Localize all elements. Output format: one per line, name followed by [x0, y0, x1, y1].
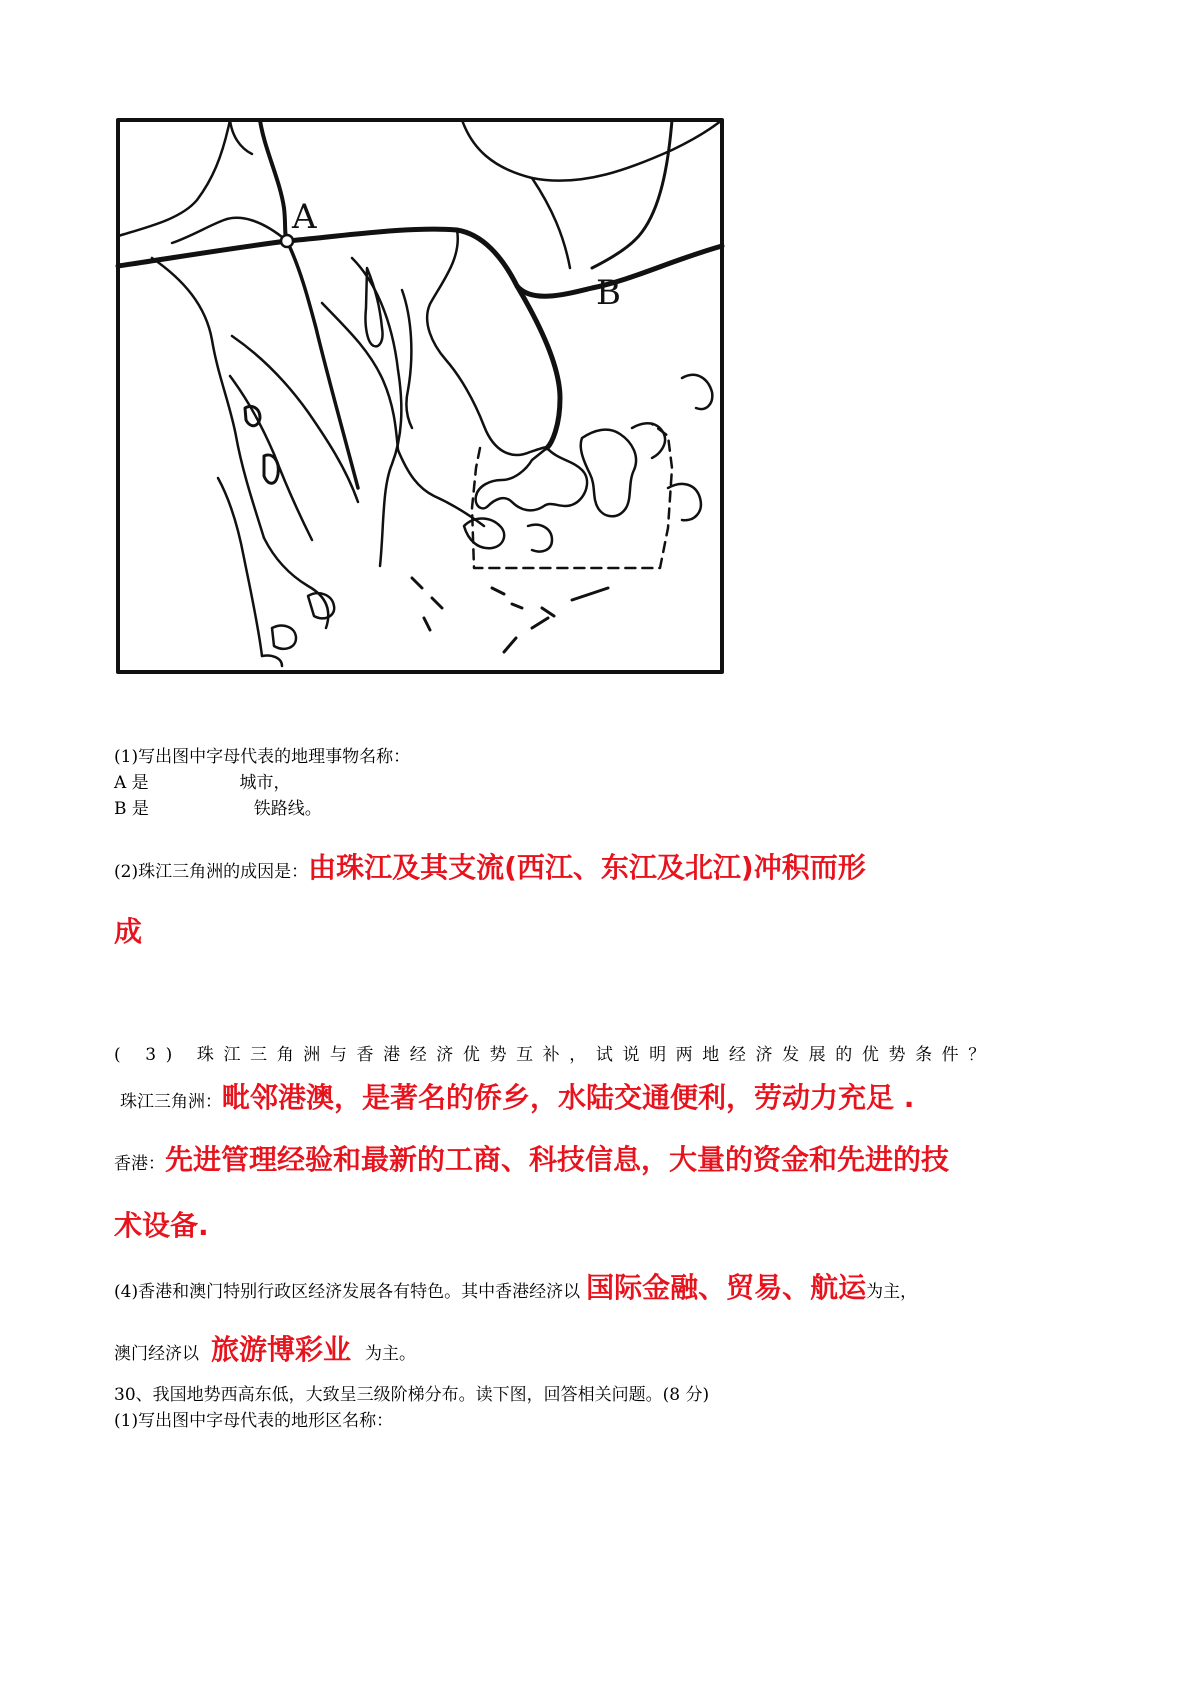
q4-prompt-2: 为主，	[866, 1282, 918, 1302]
q2-answer-1: 由珠江及其支流(西江、东江及北江)冲积而形	[308, 851, 866, 884]
q3-prd-answer: 毗邻港澳，是著名的侨乡，水陆交通便利，劳动力充足 .	[222, 1081, 915, 1114]
railway-b	[118, 229, 722, 296]
q1-a-line	[114, 772, 291, 794]
q1-a-suffix: 城市，	[239, 773, 291, 793]
railway-south	[517, 286, 560, 448]
q1-b-line	[114, 798, 322, 820]
q4-macau-answer: 旅游博彩业	[211, 1333, 352, 1366]
q2-line1	[114, 848, 866, 892]
q30-sub1: (1)写出图中字母代表的地形区名称：	[114, 1411, 394, 1431]
q2-answer-2: 成	[114, 915, 143, 948]
q3-prd-label: 珠江三角洲：	[120, 1092, 222, 1112]
map-frame	[118, 120, 722, 672]
map-drawing	[112, 108, 800, 740]
q3-hk-label: 香港：	[114, 1154, 165, 1174]
q4-macau-suffix: 为主。	[365, 1344, 417, 1364]
map-label-b: B	[596, 273, 621, 313]
q3-hk-line	[114, 1140, 949, 1184]
q1-b-prefix: B 是	[114, 799, 149, 819]
q4-hk-answer: 国际金融、贸易、航运	[586, 1271, 867, 1304]
q30-title: 30、我国地势西高东低，大致呈三级阶梯分布。读下图，回答相关问题。(8 分)	[114, 1385, 710, 1405]
hk-boundary	[472, 424, 672, 568]
railway-north	[260, 120, 287, 241]
q3-hk-answer-2: 术设备.	[114, 1209, 209, 1242]
q4-macau-prefix: 澳门经济以	[114, 1344, 199, 1364]
q4-line1	[114, 1268, 917, 1312]
q3-hk-answer-1: 先进管理经验和最新的工商、科技信息，大量的资金和先进的技	[165, 1143, 950, 1176]
pearl-river-delta-map	[112, 108, 800, 740]
map-label-a: A	[292, 197, 317, 237]
q4-prompt-1: (4)香港和澳门特别行政区经济发展各有特色。其中香港经济以	[114, 1282, 581, 1302]
q1-prompt: (1)写出图中字母代表的地理事物名称：	[114, 747, 411, 767]
q1-b-suffix: 铁路线。	[253, 799, 322, 819]
q2-prompt: (2)珠江三角洲的成因是：	[114, 862, 309, 882]
q1-a-prefix: A 是	[114, 773, 149, 793]
q4-line2	[114, 1330, 416, 1374]
q3-prompt: ( 3) 珠江三角洲与香港经济优势互补，试说明两地经济发展的优势条件？	[114, 1045, 995, 1065]
q3-prd-line	[120, 1078, 914, 1122]
railway-west	[287, 241, 358, 488]
